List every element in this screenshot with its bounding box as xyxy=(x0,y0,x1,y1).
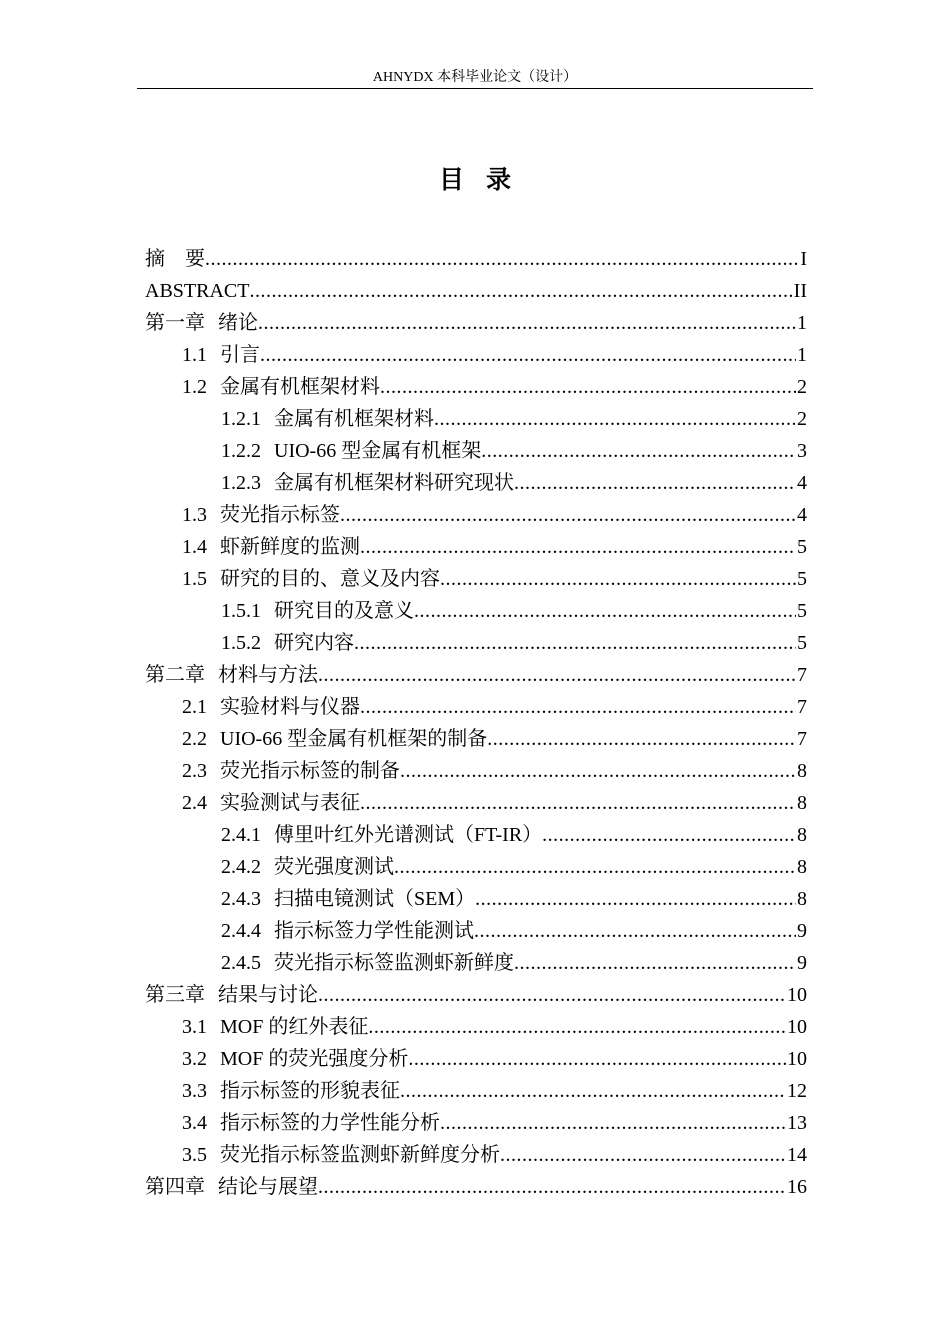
toc-entry-title: 荧光指示标签 xyxy=(220,504,340,526)
toc-entry-number: 1.5.1 xyxy=(221,600,261,622)
toc-dot-leader xyxy=(514,467,796,499)
page-title: 目录 xyxy=(438,165,533,194)
toc-entry-title: 金属有机框架材料 xyxy=(274,408,434,430)
toc-entry[interactable] xyxy=(145,1043,807,1075)
toc-entry-title: 研究内容 xyxy=(274,632,354,654)
toc-entry-title: MOF 的红外表征 xyxy=(220,1016,369,1038)
toc-entry-number: 2.4.3 xyxy=(221,888,261,910)
toc-entry[interactable] xyxy=(145,883,807,915)
toc-dot-leader xyxy=(360,691,796,723)
toc-entry[interactable] xyxy=(145,1011,807,1043)
toc-entry-page-number: 5 xyxy=(797,600,807,622)
toc-entry-page-number: 14 xyxy=(787,1144,807,1166)
toc-entry-title: 绪论 xyxy=(218,312,258,334)
toc-entry-page-number: 5 xyxy=(797,632,807,654)
toc-entry[interactable] xyxy=(145,435,807,467)
toc-entry-page-number: 10 xyxy=(787,984,807,1006)
toc-entry-page-number: 16 xyxy=(787,1176,807,1198)
toc-entry-title: 金属有机框架材料 xyxy=(220,376,380,398)
toc-entry-number: 1.2.3 xyxy=(221,472,261,494)
toc-entry-title: 金属有机框架材料研究现状 xyxy=(274,472,514,494)
toc-dot-leader xyxy=(380,371,796,403)
page-header: AHNYDX 本科毕业论文（设计） xyxy=(372,70,578,85)
toc-entry[interactable] xyxy=(145,851,807,883)
toc-entry-title: 实验测试与表征 xyxy=(220,792,360,814)
toc-entry-number: 2.4 xyxy=(182,792,207,814)
toc-entry[interactable] xyxy=(145,947,807,979)
toc-entry[interactable] xyxy=(145,787,807,819)
toc-entry-page-number: 8 xyxy=(797,856,807,878)
toc-dot-leader xyxy=(434,403,796,435)
toc-entry[interactable] xyxy=(145,1075,807,1107)
toc-entry-page-number: 8 xyxy=(797,760,807,782)
toc-entry-number: 2.4.1 xyxy=(221,824,261,846)
toc-entry-title: 材料与方法 xyxy=(218,664,318,686)
toc-entry-title: 研究目的及意义 xyxy=(274,600,414,622)
toc-entry-page-number: I xyxy=(800,248,807,270)
toc-entry-number: 3.1 xyxy=(182,1016,207,1038)
toc-entry-page-number: 8 xyxy=(797,824,807,846)
toc-entry-number: 第二章 xyxy=(145,664,205,686)
toc-entry-page-number: 7 xyxy=(797,696,807,718)
toc-dot-leader xyxy=(440,563,796,595)
toc-entry[interactable] xyxy=(145,243,807,275)
toc-entry-page-number: 5 xyxy=(797,536,807,558)
toc-entry[interactable] xyxy=(145,627,807,659)
toc-entry-title: 傅里叶红外光谱测试（FT-IR） xyxy=(274,824,543,846)
toc-entry-title: ABSTRACT xyxy=(145,280,250,302)
toc-entry-page-number: 4 xyxy=(797,472,807,494)
toc-entry-page-number: 1 xyxy=(797,312,807,334)
toc-dot-leader xyxy=(440,1107,786,1139)
toc-dot-leader xyxy=(258,307,796,339)
toc-entry-page-number: 5 xyxy=(797,568,807,590)
toc-entry-page-number: 10 xyxy=(787,1048,807,1070)
toc-dot-leader xyxy=(360,787,796,819)
toc-entry-number: 第三章 xyxy=(145,984,205,1006)
toc-entry-title: 指示标签的形貌表征 xyxy=(220,1080,400,1102)
toc-dot-leader xyxy=(400,1075,786,1107)
toc-entry[interactable] xyxy=(145,371,807,403)
toc-entry[interactable] xyxy=(145,1107,807,1139)
toc-entry-number: 第一章 xyxy=(145,312,205,334)
toc-entry-page-number: 7 xyxy=(797,728,807,750)
toc-entry-title: 荧光指示标签监测虾新鲜度 xyxy=(274,952,514,974)
toc-entry-title: 摘 要 xyxy=(145,248,205,270)
toc-dot-leader xyxy=(500,1139,786,1171)
toc-entry-number: 2.4.5 xyxy=(221,952,261,974)
toc-entry-number: 1.3 xyxy=(182,504,207,526)
toc-entry[interactable] xyxy=(145,339,807,371)
toc-dot-leader xyxy=(414,595,796,627)
toc-entry-page-number: 13 xyxy=(787,1112,807,1134)
toc-entry-title: MOF 的荧光强度分析 xyxy=(220,1048,409,1070)
toc-entry-title: 实验材料与仪器 xyxy=(220,696,360,718)
toc-entry[interactable] xyxy=(145,275,807,307)
toc-entry-title: 荧光指示标签的制备 xyxy=(220,760,400,782)
toc-entry-page-number: 4 xyxy=(797,504,807,526)
toc-entry[interactable] xyxy=(145,915,807,947)
toc-entry[interactable] xyxy=(145,403,807,435)
toc-entry-page-number: 9 xyxy=(797,952,807,974)
toc-entry[interactable] xyxy=(145,531,807,563)
toc-entry-title: UIO-66 型金属有机框架的制备 xyxy=(220,728,488,750)
toc-dot-leader xyxy=(474,915,796,947)
toc-entry-page-number: 2 xyxy=(797,376,807,398)
toc-entry[interactable] xyxy=(145,1171,807,1203)
toc-entry-number: 1.5 xyxy=(182,568,207,590)
toc-dot-leader xyxy=(408,1043,786,1075)
toc-entry-number: 3.5 xyxy=(182,1144,207,1166)
toc-dot-leader xyxy=(340,499,796,531)
toc-entry-page-number: 8 xyxy=(797,888,807,910)
toc-entry-number: 1.4 xyxy=(182,536,207,558)
toc-entry-title: 结果与讨论 xyxy=(218,984,318,1006)
toc-entry-number: 2.4.2 xyxy=(221,856,261,878)
toc-entry[interactable] xyxy=(145,1139,807,1171)
toc-entry-number: 1.5.2 xyxy=(221,632,261,654)
toc-entry[interactable] xyxy=(145,659,807,691)
toc-dot-leader xyxy=(400,755,796,787)
toc-dot-leader xyxy=(475,883,796,915)
table-of-contents xyxy=(145,243,807,1203)
toc-entry[interactable] xyxy=(145,595,807,627)
toc-entry-title: 荧光强度测试 xyxy=(274,856,394,878)
toc-entry[interactable] xyxy=(145,819,807,851)
toc-entry[interactable] xyxy=(145,499,807,531)
toc-entry[interactable] xyxy=(145,563,807,595)
toc-dot-leader xyxy=(481,435,796,467)
toc-entry-title: UIO-66 型金属有机框架 xyxy=(274,440,482,462)
toc-entry[interactable] xyxy=(145,723,807,755)
toc-entry-number: 1.2 xyxy=(182,376,207,398)
toc-dot-leader xyxy=(318,659,796,691)
toc-entry-number: 2.3 xyxy=(182,760,207,782)
toc-entry-page-number: 10 xyxy=(787,1016,807,1038)
toc-entry-number: 2.1 xyxy=(182,696,207,718)
toc-entry-title: 荧光指示标签监测虾新鲜度分析 xyxy=(220,1144,500,1166)
toc-entry-page-number: 9 xyxy=(797,920,807,942)
toc-dot-leader xyxy=(368,1011,786,1043)
toc-entry-title: 结论与展望 xyxy=(218,1176,318,1198)
toc-entry-page-number: 1 xyxy=(797,344,807,366)
toc-entry[interactable] xyxy=(145,467,807,499)
toc-dot-leader xyxy=(260,339,796,371)
toc-entry[interactable] xyxy=(145,691,807,723)
toc-dot-leader xyxy=(249,275,792,307)
toc-entry-number: 1.2.2 xyxy=(221,440,261,462)
toc-dot-leader xyxy=(318,1171,786,1203)
toc-dot-leader xyxy=(487,723,796,755)
toc-entry-page-number: 12 xyxy=(787,1080,807,1102)
toc-dot-leader xyxy=(514,947,796,979)
toc-entry-title: 指示标签力学性能测试 xyxy=(274,920,474,942)
toc-dot-leader xyxy=(318,979,786,1011)
toc-entry-number: 第四章 xyxy=(145,1176,205,1198)
toc-entry-number: 3.2 xyxy=(182,1048,207,1070)
toc-dot-leader xyxy=(360,531,796,563)
toc-entry-title: 指示标签的力学性能分析 xyxy=(220,1112,440,1134)
toc-entry-number: 2.2 xyxy=(182,728,207,750)
toc-entry-title: 引言 xyxy=(220,344,260,366)
toc-entry[interactable] xyxy=(145,307,807,339)
toc-dot-leader xyxy=(542,819,796,851)
toc-entry-number: 1.1 xyxy=(182,344,207,366)
toc-entry-page-number: II xyxy=(793,280,807,302)
toc-entry-number: 3.3 xyxy=(182,1080,207,1102)
toc-entry-title: 虾新鲜度的监测 xyxy=(220,536,360,558)
toc-entry-page-number: 8 xyxy=(797,792,807,814)
toc-entry-title: 扫描电镜测试（SEM） xyxy=(274,888,476,910)
toc-entry-title: 研究的目的、意义及内容 xyxy=(220,568,440,590)
toc-dot-leader xyxy=(354,627,796,659)
toc-entry[interactable] xyxy=(145,979,807,1011)
toc-entry-number: 1.2.1 xyxy=(221,408,261,430)
toc-dot-leader xyxy=(205,243,799,275)
header-rule xyxy=(137,88,813,89)
toc-entry-page-number: 7 xyxy=(797,664,807,686)
toc-entry-number: 3.4 xyxy=(182,1112,207,1134)
toc-entry-number: 2.4.4 xyxy=(221,920,261,942)
toc-entry-page-number: 3 xyxy=(797,440,807,462)
toc-dot-leader xyxy=(394,851,796,883)
toc-entry[interactable] xyxy=(145,755,807,787)
toc-entry-page-number: 2 xyxy=(797,408,807,430)
